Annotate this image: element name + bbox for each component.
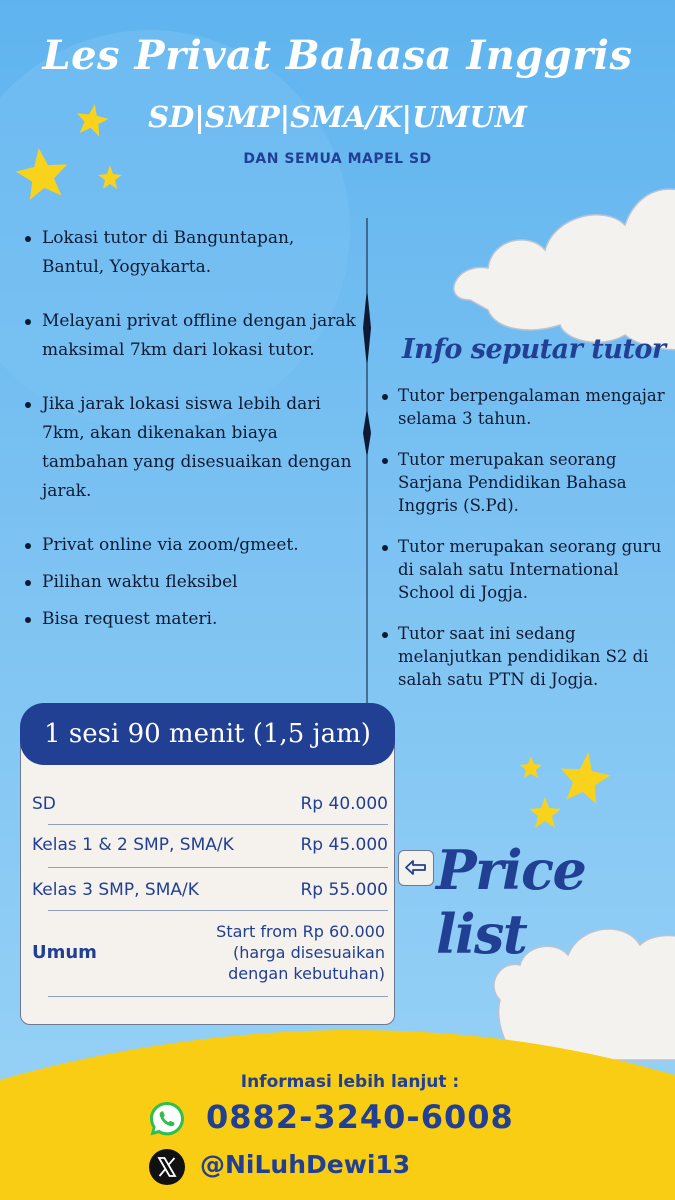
price-value: Rp 45.000 <box>300 835 388 855</box>
star-icon <box>529 797 561 828</box>
price-level: Kelas 1 & 2 SMP, SMA/K <box>32 835 234 855</box>
price-value: Rp 55.000 <box>300 880 388 900</box>
price-divider <box>48 910 388 911</box>
cloud-icon <box>454 189 675 350</box>
list-item: Lokasi tutor di Banguntapan, Bantul, Yogyakarta. <box>20 224 360 282</box>
list-item: Tutor merupakan seorang Sarjana Pendidikan Bahasa Inggris (S.Pd). <box>378 448 675 517</box>
price-list-title: Price list <box>436 838 586 966</box>
umum-price-note: dengan kebutuhan) <box>228 964 385 983</box>
umum-price-note: (harga disesuaikan <box>233 943 385 962</box>
price-level-umum: Umum <box>32 942 97 963</box>
price-value: Rp 40.000 <box>300 794 388 814</box>
price-level: Kelas 3 SMP, SMA/K <box>32 880 199 900</box>
star-icon <box>520 756 542 778</box>
arrow-left-icon <box>399 851 432 884</box>
arrow-button[interactable] <box>398 850 434 886</box>
phone-number[interactable]: 0882-3240-6008 <box>206 1098 514 1136</box>
list-item: Tutor berpengalaman mengajar selama 3 tahun. <box>378 384 675 430</box>
list-item: Tutor merupakan seorang guru di salah satu International School di Jogja. <box>378 535 675 604</box>
list-item: Tutor saat ini sedang melanjutkan pendidikan S2 di salah satu PTN di Jogja. <box>378 622 675 691</box>
list-item: Bisa request materi. <box>20 605 360 634</box>
whatsapp-icon[interactable] <box>148 1100 186 1138</box>
contact-heading: Informasi lebih lanjut : <box>240 1072 460 1092</box>
list-item: Privat online via zoom/gmeet. <box>20 531 360 560</box>
tagline: DAN SEMUA MAPEL SD <box>243 151 432 167</box>
price-level: SD <box>32 794 56 814</box>
levels-subtitle: SD|SMP|SMA/K|UMUM <box>148 100 527 134</box>
price-divider <box>48 996 388 997</box>
umum-price-line: Start from Rp 60.000 <box>216 922 385 941</box>
list-item: Pilihan waktu fleksibel <box>20 568 360 597</box>
x-icon[interactable] <box>148 1148 186 1186</box>
price-divider <box>48 824 388 825</box>
vertical-divider <box>360 218 374 718</box>
service-list <box>20 224 360 634</box>
session-header: 1 sesi 90 menit (1,5 jam) <box>20 703 395 765</box>
star-icon <box>557 749 613 805</box>
price-divider <box>48 867 388 868</box>
list-item: Jika jarak lokasi siswa lebih dari 7km, akan dikenakan biaya tambahan yang disesuaikan dengan jarak. <box>20 390 360 506</box>
social-handle[interactable]: @NiLuhDewi13 <box>200 1150 411 1179</box>
list-item: Melayani privat offline dengan jarak maksimal 7km dari lokasi tutor. <box>20 307 360 365</box>
tutor-info-list <box>378 384 675 691</box>
tutor-info-title: Info seputar tutor <box>402 334 666 365</box>
page-title: Les Privat Bahasa Inggris <box>42 32 633 79</box>
price-value-umum <box>155 921 385 984</box>
